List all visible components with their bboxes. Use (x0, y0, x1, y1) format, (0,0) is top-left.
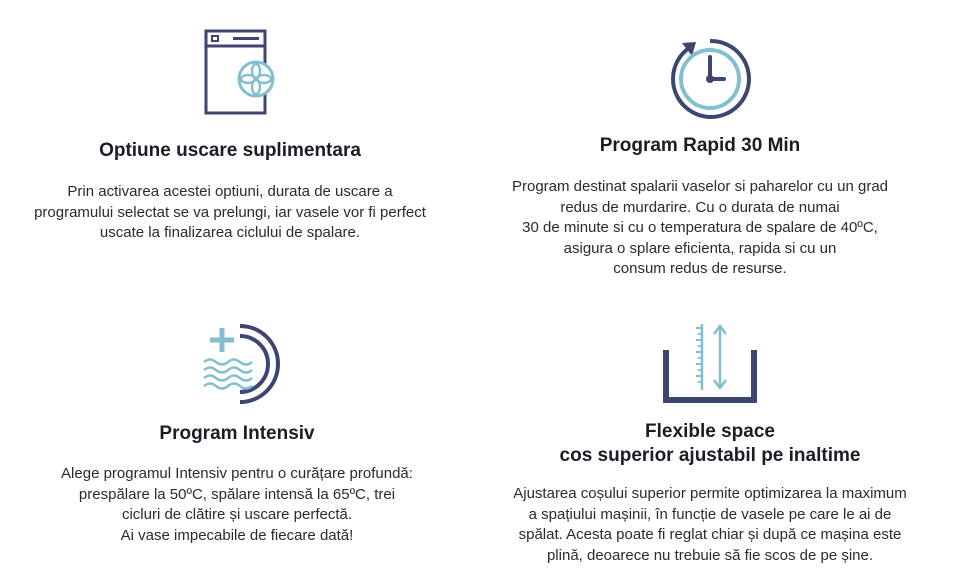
feature-description: Alege programul Intensiv pentru o curățare profundă: prespălare la 50ºC, spălare intensă la 65ºC, trei cicluri de clătire și uscare perfectă. Ai vase impecabile de fiecare dată! (61, 465, 413, 544)
dishwasher-fan-icon (196, 26, 280, 118)
feature-title: Flexible space cos superior ajustabil pe inaltime (559, 421, 861, 466)
feature-description: Program destinat spalarii vaselor si paharelor cu un grad redus de murdarire. Cu o durata de numai 30 de minute si cu o temperatura de spalare de 40ºC, asigura o splare eficienta, rapida si cu un consum redus de resurse. (511, 178, 889, 277)
feature-description: Ajustarea coșului superior permite optimizarea la maximum a spațiului mașinii, în funcție de vasele pe care le ai de spălat. Acesta poate fi reglat chiar și după ce mașina este plină, deoarece nu trebuie să fie scos de pe șine. (513, 485, 907, 564)
feature-flexible-space (480, 300, 940, 588)
feature-extra-drying (0, 0, 460, 260)
feature-title: Program Intensiv (159, 423, 315, 444)
feature-intensive-program (0, 300, 474, 580)
intensive-wash-icon (200, 322, 294, 406)
feature-title: Program Rapid 30 Min (599, 135, 801, 156)
feature-title: Optiune uscare suplimentara (99, 140, 361, 161)
feature-description: Prin activarea acestei optiuni, durata de uscare a programului selectat se va prelungi, iar vasele vor fi perfect uscate la finalizarea ciclului de spalare. (34, 183, 426, 241)
feature-rapid-program (480, 0, 920, 290)
rapid-clock-icon (666, 35, 754, 123)
adjustable-basket-icon (660, 320, 760, 406)
